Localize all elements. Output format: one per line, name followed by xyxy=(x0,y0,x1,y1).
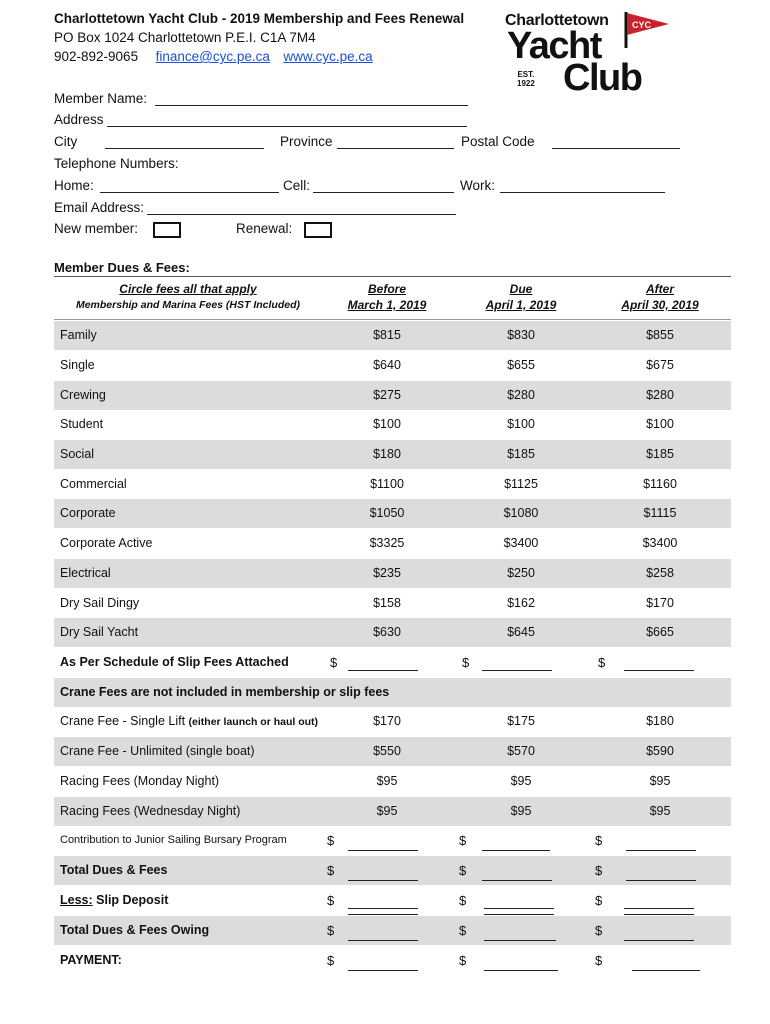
website-link[interactable]: www.cyc.pe.ca xyxy=(283,49,373,64)
fee-row-crewing[interactable]: Crewing $275 $280 $280 xyxy=(54,381,731,410)
column-before: Before March 1, 2019 xyxy=(347,282,427,312)
pennant-flag-icon xyxy=(623,10,671,50)
owing-due-input[interactable] xyxy=(484,940,556,941)
bursary-due-input[interactable] xyxy=(482,850,550,851)
total-before-input[interactable] xyxy=(348,880,418,881)
logo-flag-text: CYC xyxy=(632,20,652,30)
total-after-input[interactable] xyxy=(626,880,696,881)
province-field[interactable] xyxy=(337,148,454,149)
deposit-before-input[interactable] xyxy=(348,908,418,909)
email-link[interactable]: finance@cyc.pe.ca xyxy=(155,49,270,64)
home-phone-label: Home: xyxy=(54,178,94,193)
crane-note: Crane Fees are not included in membership or slip fees xyxy=(60,685,390,699)
bursary-before-input[interactable] xyxy=(348,850,418,851)
payment-before-input[interactable] xyxy=(348,970,418,971)
renewal-label: Renewal: xyxy=(236,221,293,236)
fee-row-racing-wednesday[interactable]: Racing Fees (Wednesday Night) $95 $95 $95 xyxy=(54,797,731,826)
address-label: Address xyxy=(54,112,104,127)
bursary-after-input[interactable] xyxy=(626,850,696,851)
fee-row-electrical[interactable]: Electrical $235 $250 $258 xyxy=(54,559,731,588)
fee-row-dry-sail-dingy[interactable]: Dry Sail Dingy $158 $162 $170 xyxy=(60,596,674,610)
column-after: After April 30, 2019 xyxy=(621,282,699,312)
home-phone-field[interactable] xyxy=(100,192,279,193)
slip-fees-label: As Per Schedule of Slip Fees Attached xyxy=(60,655,289,669)
slip-fees-row: As Per Schedule of Slip Fees Attached $ $ $ xyxy=(54,648,731,677)
club-phone: 902-892-9065 xyxy=(54,49,139,64)
email-field[interactable] xyxy=(147,214,456,215)
new-member-checkbox[interactable] xyxy=(153,222,181,238)
postal-code-label: Postal Code xyxy=(461,134,535,149)
telephone-label: Telephone Numbers: xyxy=(54,156,179,171)
slip-before-input[interactable] xyxy=(348,670,418,671)
cell-phone-label: Cell: xyxy=(283,178,311,193)
slip-deposit-label: Less: Slip Deposit xyxy=(60,893,169,907)
contact-line xyxy=(54,49,373,64)
city-label: City xyxy=(54,134,78,149)
fees-subheader: Membership and Marina Fees (HST Included) xyxy=(75,299,301,311)
fee-row-dry-sail-yacht[interactable]: Dry Sail Yacht $630 $645 $665 xyxy=(54,618,731,647)
slip-deposit-row: Less: Slip Deposit $ $ $ xyxy=(54,886,731,915)
form-title: Charlottetown Yacht Club - 2019 Membership and Fees Renewal xyxy=(54,11,465,26)
crane-note-row xyxy=(54,678,731,707)
renewal-checkbox[interactable] xyxy=(304,222,332,238)
fee-row-family[interactable]: Family $815 $830 $855 xyxy=(54,321,731,350)
fee-row-student[interactable]: Student $100 $100 $100 xyxy=(60,417,674,431)
slip-due-input[interactable] xyxy=(482,670,552,671)
member-name-label: Member Name: xyxy=(54,91,148,106)
total-owing-label: Total Dues & Fees Owing xyxy=(60,923,210,937)
payment-due-input[interactable] xyxy=(484,970,558,971)
section-divider xyxy=(54,276,731,277)
fee-column-header xyxy=(54,281,322,313)
payment-label: PAYMENT: xyxy=(60,953,122,967)
email-label: Email Address: xyxy=(54,200,145,215)
logo-club: Club xyxy=(563,57,642,99)
header-divider xyxy=(54,319,731,320)
fee-row-social[interactable]: Social $180 $185 $185 xyxy=(54,440,731,469)
postal-code-field[interactable] xyxy=(552,148,680,149)
slip-after-input[interactable] xyxy=(624,670,694,671)
column-due: Due April 1, 2019 xyxy=(485,282,557,312)
total-dues-label: Total Dues & Fees xyxy=(60,863,168,877)
member-name-field[interactable] xyxy=(155,105,468,106)
total-due-input[interactable] xyxy=(482,880,552,881)
logo-yacht: Yacht xyxy=(507,25,601,67)
city-field[interactable] xyxy=(105,148,264,149)
logo-est: EST. 1922 xyxy=(517,70,535,88)
total-dues-row: Total Dues & Fees $ $ $ xyxy=(54,856,731,885)
circle-fees-instruction: Circle fees all that apply xyxy=(119,282,257,296)
owing-after-input[interactable] xyxy=(624,940,694,941)
fee-row-commercial[interactable]: Commercial $1100 $1125 $1160 xyxy=(60,477,677,491)
club-address: PO Box 1024 Charlottetown P.E.I. C1A 7M4 xyxy=(54,30,316,45)
owing-before-input[interactable] xyxy=(348,940,418,941)
fee-row-single[interactable]: Single $640 $655 $675 xyxy=(60,358,674,372)
bursary-row: Contribution to Junior Sailing Bursary Program $ $ $ xyxy=(54,826,731,855)
fee-row-corporate-active[interactable]: Corporate Active $3325 $3400 $3400 xyxy=(60,536,678,550)
work-phone-label: Work: xyxy=(460,178,496,193)
cell-phone-field[interactable] xyxy=(313,192,454,193)
bursary-label: Contribution to Junior Sailing Bursary Program xyxy=(60,834,287,846)
payment-row: PAYMENT: $ $ $ xyxy=(54,946,731,975)
fee-row-crane-unlimited[interactable]: Crane Fee - Unlimited (single boat) $550 $570 $590 xyxy=(54,737,731,766)
logo-city: Charlottetown xyxy=(505,12,609,29)
province-label: Province xyxy=(280,134,333,149)
dues-section-title: Member Dues & Fees: xyxy=(54,260,190,275)
payment-after-input[interactable] xyxy=(632,970,700,971)
deposit-after-input[interactable] xyxy=(624,908,694,909)
work-phone-field[interactable] xyxy=(500,192,665,193)
new-member-label: New member: xyxy=(54,221,139,236)
club-logo xyxy=(505,8,675,99)
fee-row-racing-monday[interactable]: Racing Fees (Monday Night) $95 $95 $95 xyxy=(60,774,671,788)
fee-row-crane-single[interactable]: Crane Fee - Single Lift (either launch or haul out) $170 $175 $180 xyxy=(60,714,674,728)
deposit-due-input[interactable] xyxy=(484,908,554,909)
address-field[interactable] xyxy=(107,126,467,127)
fee-row-corporate[interactable]: Corporate $1050 $1080 $1115 xyxy=(54,499,731,528)
total-owing-row: Total Dues & Fees Owing $ $ $ xyxy=(54,916,731,945)
